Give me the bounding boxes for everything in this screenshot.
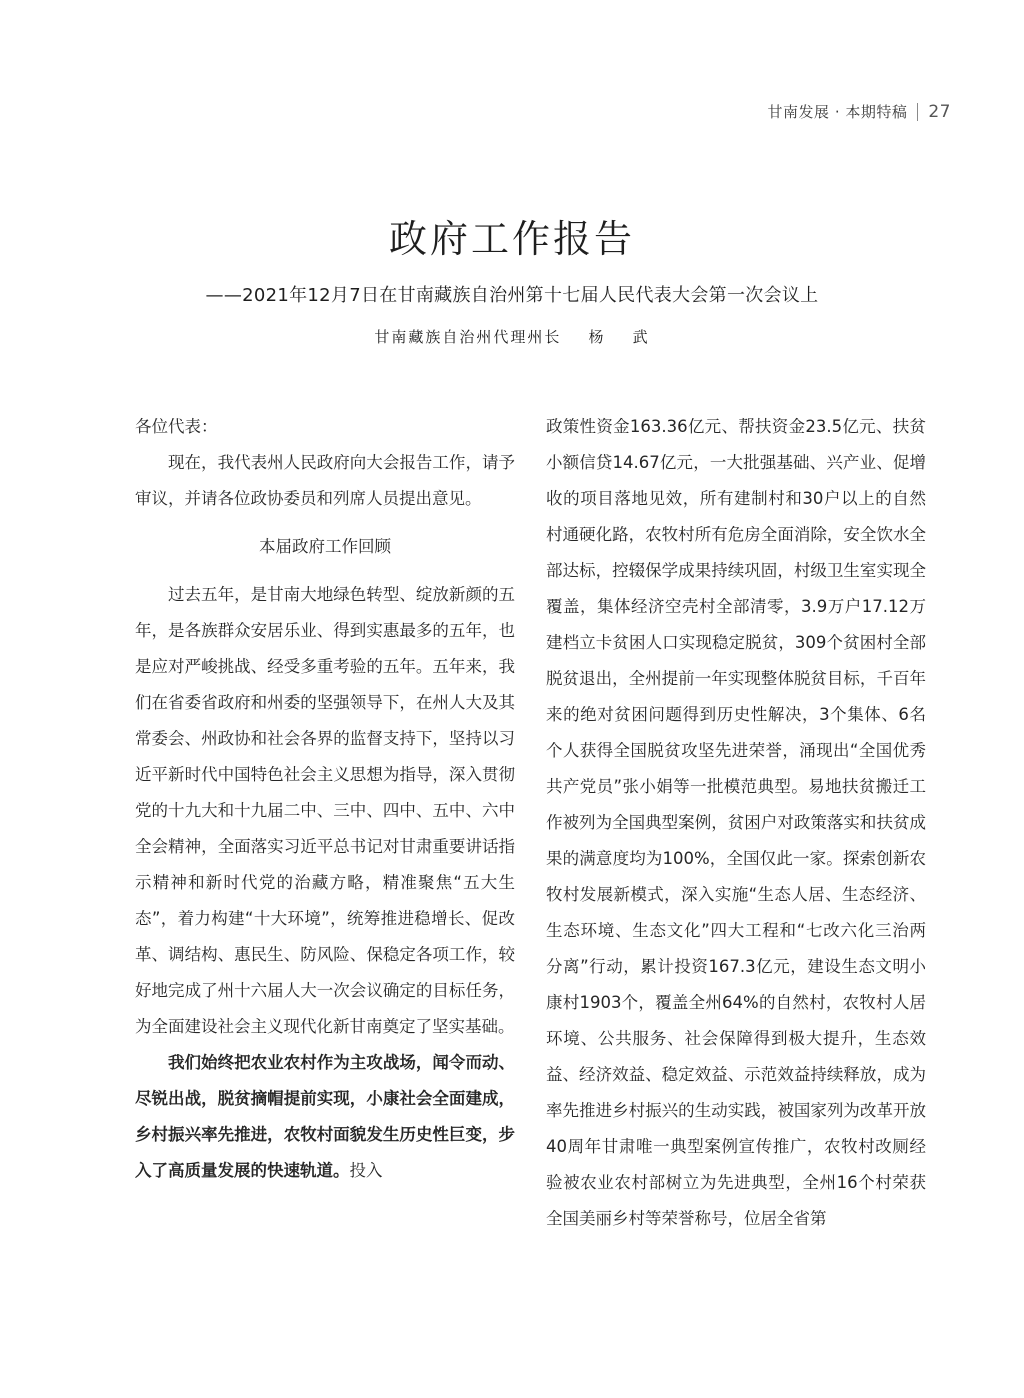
running-header bbox=[768, 101, 951, 122]
body-paragraph: 过去五年，是甘南大地绿色转型、绽放新颜的五年，是各族群众安居乐业、得到实惠最多的五年，也是应对严峻挑战、经受多重考验的五年。五年来，我们在省委省政府和州委的坚强领导下，在州人大及其常委会、州政协和社会各界的监督支持下，坚持以习近平新时代中国特色社会主义思想为指导，深入贯彻党的十九大和十九届二中、三中、四中、五中、六中全会精神，全面落实习近平总书记对甘肃重要讲话指示精神和新时代党的治藏方略，精准聚焦“五大生态”，着力构建“十大环境”，统筹推进稳增长、促改革、调结构、惠民生、防风险、保稳定各项工作，较好地完成了州十六届人大一次会议确定的目标任务，为全面建设社会主义现代化新甘南奠定了坚实基础。 bbox=[135, 585, 515, 1036]
author-byline: 甘南藏族自治州代理州长 杨 武 bbox=[374, 328, 650, 346]
intro-paragraph: 现在，我代表州人民政府向大会报告工作，请予审议，并请各位政协委员和列席人员提出意见。 bbox=[135, 453, 515, 508]
document-subtitle: ——2021年12月7日在甘南藏族自治州第十七届人民代表大会第一次会议上 bbox=[205, 285, 819, 306]
continued-paragraph: 政策性资金163.36亿元、帮扶资金23.5亿元、扶贫小额信贷14.67亿元，一大批强基础、兴产业、促增收的项目落地见效，所有建制村和30户以上的自然村通硬化路，农牧村所有危房全面消除，安全饮水全部达标，控辍保学成果持续巩固，村级卫生室实现全覆盖，集体经济空壳村全部清零，3.9万户17.12万建档立卡贫困人口实现稳定脱贫，309个贫困村全部脱贫退出，全州提前一年实现整体脱贫目标，千百年来的绝对贫困问题得到历史性解决，3个集体、6名个人获得全国脱贫攻坚先进荣誉，涌现出“全国优秀共产党员”张小娟等一批模范典型。易地扶贫搬迁工作被列为全国典型案例，贫困户对政策落实和扶贫成果的满意度均为100%，全国仅此一家。探索创新农牧村发展新模式，深入实施“生态人居、生态经济、生态环境、生态文化”四大工程和“七改六化三治两分离”行动，累计投资167.3亿元，建设生态文明小康村1903个，覆盖全州64%的自然村，农牧村人居环境、公共服务、社会保障得到极大提升，生态效益、经济效益、稳定效益、示范效益持续释放，成为率先推进乡村振兴的生动实践，被国家列为改革开放40周年甘肃唯一典型案例宣传推广，农牧村改厕经验被农业农村部树立为先进典型，全州16个村荣获全国美丽乡村等荣誉称号，位居全省第 bbox=[546, 417, 926, 1228]
header-divider bbox=[917, 103, 918, 121]
left-column bbox=[135, 409, 515, 1189]
body-paragraph-bold-lead bbox=[135, 1045, 515, 1189]
header-section: 甘南发展 · 本期特稿 bbox=[767, 103, 908, 121]
right-column bbox=[546, 409, 926, 1237]
bold-lead-text: 我们始终把农业农村作为主攻战场，闻令而动、尽锐出战，脱贫摘帽提前实现，小康社会全面建成，乡村振兴率先推进，农牧村面貌发生历史性巨变，步入了高质量发展的快速轨道。 bbox=[135, 1053, 515, 1180]
document-title: 政府工作报告 bbox=[388, 217, 635, 261]
page-number: 27 bbox=[928, 101, 951, 122]
paragraph-tail-text: 投入 bbox=[349, 1161, 383, 1180]
salutation: 各位代表： bbox=[135, 417, 218, 436]
section-heading: 本届政府工作回顾 bbox=[259, 537, 391, 556]
